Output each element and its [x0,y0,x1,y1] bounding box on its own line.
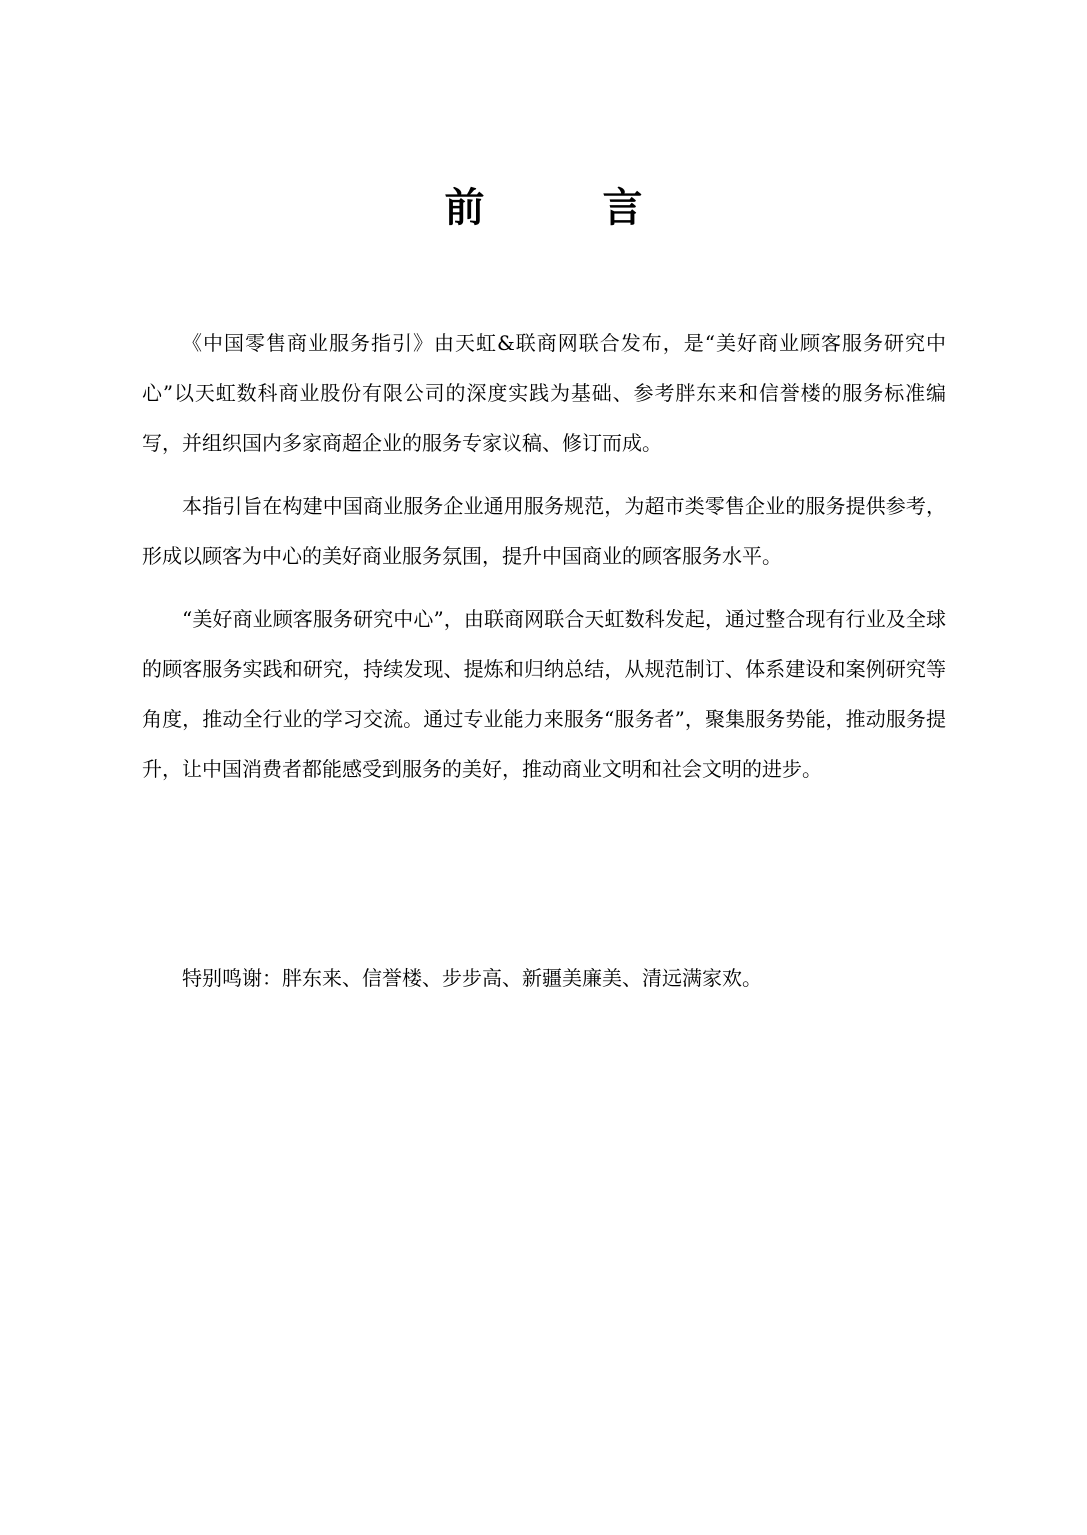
paragraph-intro: 《中国零售商业服务指引》由天虹&联商网联合发布，是“美好商业顾客服务研究中心”以天虹数科商业股份有限公司的深度实践为基础、参考胖东来和信誉楼的服务标准编写，并组织国内多家商超企业的服务专家议稿、修订而成。 [142,331,946,455]
page-title: 前 言 [444,184,695,231]
acknowledgement: 特别鸣谢：胖东来、信誉楼、步步高、新疆美廉美、清远满家欢。 [182,966,762,990]
paragraph-purpose: 本指引旨在构建中国商业服务企业通用服务规范，为超市类零售企业的服务提供参考，形成以顾客为中心的美好商业服务氛围，提升中国商业的顾客服务水平。 [142,494,946,568]
paragraph-research-center: “美好商业顾客服务研究中心”，由联商网联合天虹数科发起，通过整合现有行业及全球的顾客服务实践和研究，持续发现、提炼和归纳总结，从规范制订、体系建设和案例研究等角度，推动全行业的学习交流。通过专业能力来服务“服务者”，聚集服务势能，推动服务提升，让中国消费者都能感受到服务的美好，推动商业文明和社会文明的进步。 [142,607,946,781]
